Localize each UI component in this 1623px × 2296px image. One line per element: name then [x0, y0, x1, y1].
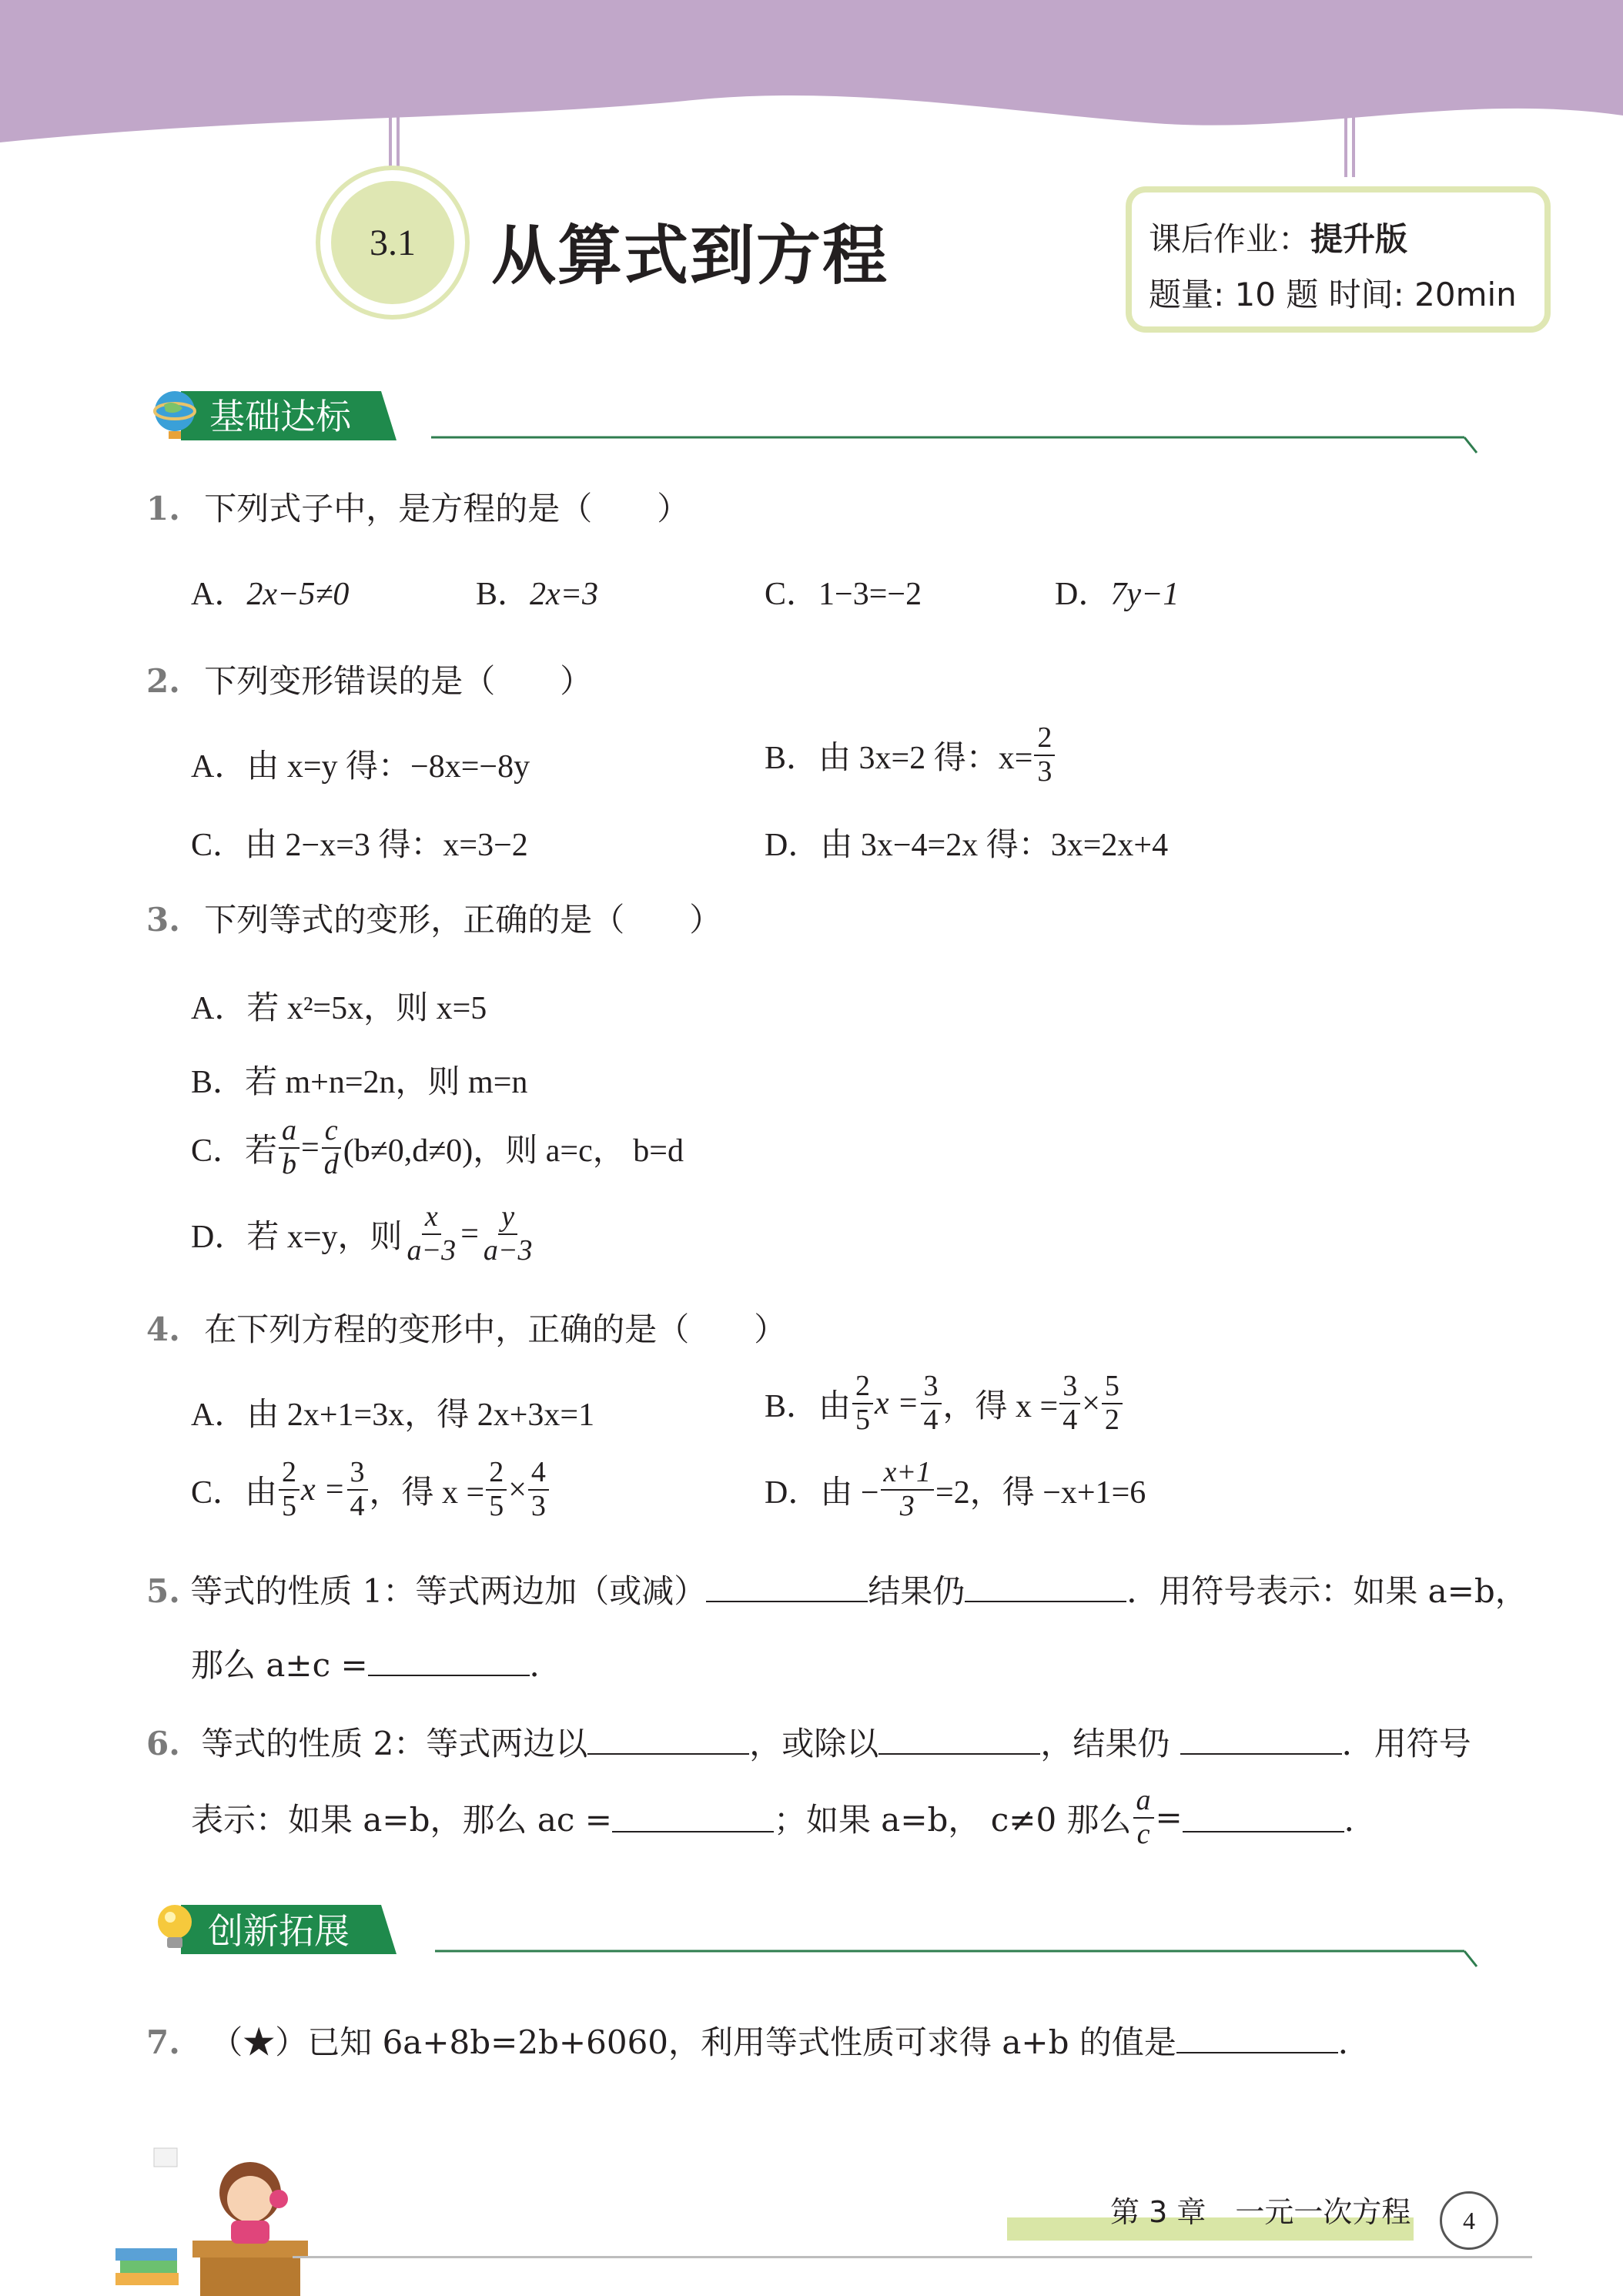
fraction: $\frac{3}{4}$	[347, 1457, 368, 1523]
q3-option-a[interactable]: A．若 x²=5x，则 x=5	[191, 991, 487, 1026]
fraction: $\frac{x}{a-3}$	[407, 1200, 457, 1267]
question-4	[146, 1304, 786, 1350]
answer-blank[interactable]	[706, 1573, 868, 1602]
fraction: $\frac{a}{c}$	[1133, 1785, 1154, 1851]
page-number: 4	[1463, 2206, 1475, 2234]
answer-blank[interactable]	[1183, 1803, 1344, 1832]
q1-option-a[interactable]: A．2x−5≠0	[191, 577, 350, 612]
section-title-extend: 创新拓展	[208, 1910, 350, 1952]
question-stem: 下列变形错误的是（ ）	[204, 662, 593, 700]
question-1	[146, 484, 689, 530]
answer-blank[interactable]	[612, 1803, 774, 1832]
fraction: $\frac{c}{d}$	[321, 1115, 342, 1181]
chapter-title: 第 3 章 一元一次方程	[1110, 2195, 1411, 2229]
fraction: $\frac{2}{5}$	[852, 1371, 873, 1437]
section-number: 3.1	[370, 222, 416, 263]
answer-blank[interactable]	[1180, 1725, 1342, 1755]
question-5: 5. 等式的性质 1：等式两边加（或减） 结果仍 ．用符号表示：如果 a=b，	[146, 1572, 1528, 1610]
homework-level: 提升版	[1310, 220, 1408, 258]
q4-option-c[interactable]: C． 由 $\frac{2}{5}$ x = $\frac{3}{4}$ ，得 x = $\frac{2}{5}$ × $\frac{4}{3}$	[191, 1457, 550, 1523]
q1-option-b[interactable]: B．2x=3	[476, 577, 598, 612]
question-3	[146, 895, 721, 941]
lightbulb-icon	[150, 1899, 204, 1960]
question-number: 2.	[146, 662, 180, 700]
question-6: 6. 等式的性质 2：等式两边以 ，或除以 ，结果仍 ．用符号	[146, 1725, 1471, 1762]
question-5-line-2: 那么 a±c = ．	[191, 1646, 562, 1684]
fraction: $\frac{4}{3}$	[528, 1457, 549, 1523]
q1-option-d[interactable]: D．7y−1	[1055, 577, 1180, 612]
question-stem: 下列式子中，是方程的是（ ）	[204, 490, 690, 527]
homework-meta: 题量: 10 题 时间: 20min	[1149, 276, 1517, 313]
answer-blank[interactable]	[965, 1573, 1126, 1602]
fraction: $\frac{y}{a-3}$	[483, 1200, 533, 1267]
question-stem: 下列等式的变形，正确的是（ ）	[204, 901, 722, 939]
section-number-circle	[331, 181, 454, 304]
q1-option-c[interactable]: C．1−3=−2	[765, 577, 922, 612]
question-number: 4.	[146, 1310, 180, 1348]
q4-option-d[interactable]: D． 由 − $\frac{x+1}{3}$ =2，得 −x+1=6	[765, 1456, 1146, 1522]
question-7: 7. （★）已知 6a+8b=2b+6060，利用等式性质可求得 a+b 的值是 ．	[146, 2023, 1370, 2061]
q2-option-c[interactable]: C．由 2−x=3 得：x=3−2	[191, 828, 528, 863]
page-number-badge	[1440, 2191, 1498, 2250]
answer-blank[interactable]	[587, 1725, 749, 1755]
q4-option-b[interactable]: B． 由 $\frac{2}{5}$ x = $\frac{3}{4}$ ，得 x = $\frac{3}{4}$ × $\frac{5}{2}$	[765, 1371, 1124, 1437]
question-number: 1.	[146, 490, 180, 527]
fraction: $\frac{x+1}{3}$	[881, 1457, 935, 1523]
q2-option-d[interactable]: D．由 3x−4=2x 得：3x=2x+4	[765, 828, 1169, 863]
footer-rule	[293, 2256, 1532, 2258]
page-title: 从算式到方程	[491, 218, 889, 293]
globe-icon	[150, 385, 204, 447]
answer-blank[interactable]	[368, 1647, 530, 1676]
section-rule-extend	[435, 1945, 1478, 1976]
q3-option-d[interactable]: D． 若 x=y，则 $\frac{x}{a-3}$ = $\frac{y}{a-3}$	[191, 1201, 537, 1267]
q2-option-a[interactable]: A．由 x=y 得：−8x=−8y	[191, 749, 530, 785]
homework-box	[1126, 186, 1551, 333]
fraction: $\frac{5}{2}$	[1102, 1371, 1123, 1437]
section-title-basic: 基础达标	[209, 396, 351, 437]
answer-blank[interactable]	[878, 1725, 1040, 1755]
question-6-line-2: 表示：如果 a=b，那么 ac = ；如果 a=b， c≠0 那么 $\frac{a}{c}$ = ．	[191, 1784, 1377, 1850]
question-number: 3.	[146, 901, 180, 939]
fraction: $\frac{2}{5}$	[279, 1457, 300, 1523]
section-rule-basic	[431, 431, 1478, 462]
answer-blank[interactable]	[1176, 2024, 1338, 2053]
fraction: $\frac{2}{3}$	[1034, 722, 1055, 788]
q3-option-b[interactable]: B．若 m+n=2n，则 m=n	[191, 1065, 528, 1100]
q2-option-b[interactable]: B． 由 3x=2 得：x= $\frac{2}{3}$	[765, 722, 1056, 788]
question-stem: 在下列方程的变形中，正确的是（ ）	[204, 1310, 787, 1348]
fraction: $\frac{2}{5}$	[486, 1457, 507, 1523]
homework-label: 课后作业：	[1149, 220, 1311, 258]
question-number: 7.	[146, 2023, 180, 2061]
top-banner	[0, 0, 1623, 177]
fraction: $\frac{3}{4}$	[921, 1371, 942, 1437]
q3-option-c[interactable]: C． 若 $\frac{a}{b}$ = $\frac{c}{d}$ (b≠0,d≠0)，则 a=c， b=d	[191, 1114, 684, 1180]
question-2	[146, 656, 592, 702]
question-number: 6.	[146, 1725, 180, 1762]
fraction: $\frac{a}{b}$	[279, 1115, 300, 1181]
question-number: 5.	[146, 1572, 180, 1610]
fraction: $\frac{3}{4}$	[1059, 1371, 1080, 1437]
student-illustration	[108, 2125, 323, 2296]
q4-option-a[interactable]: A．由 2x+1=3x，得 2x+3x=1	[191, 1397, 595, 1433]
